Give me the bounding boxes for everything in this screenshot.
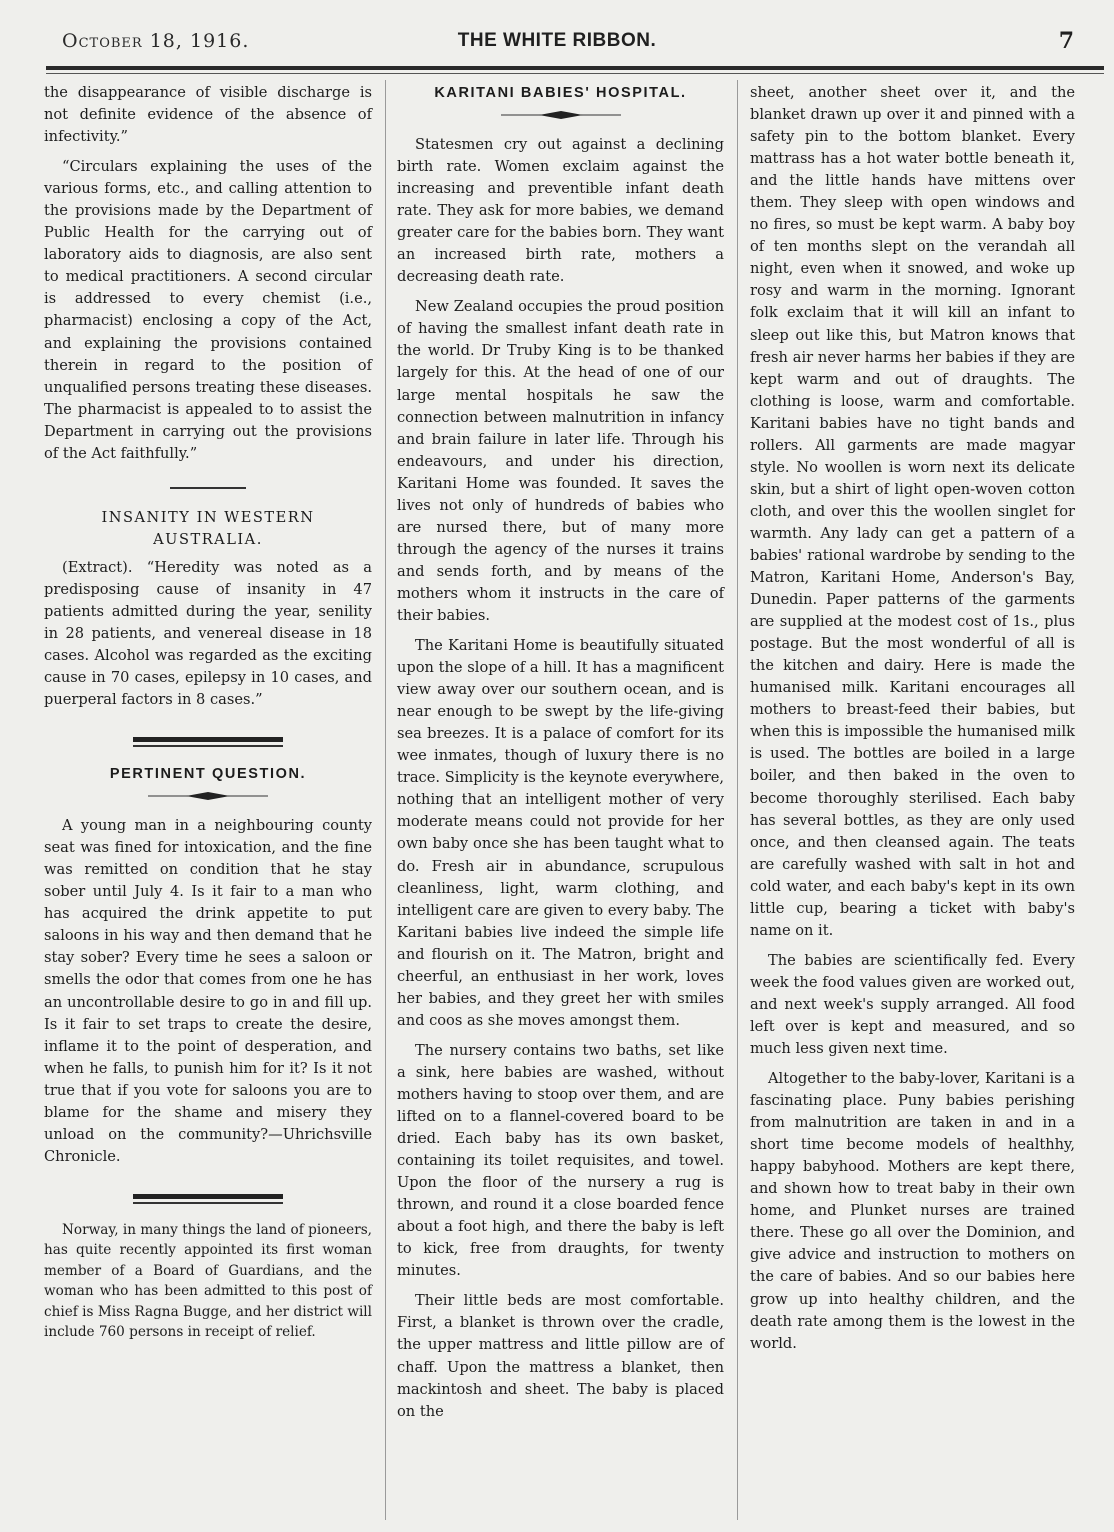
section-divider-thin [133,745,283,747]
column-2 [397,82,724,1431]
page-number: 7 [1058,28,1074,54]
paragraph: The nursery contains two baths, set like a sink, here babies are washed, without mothers having to stoop over them, and are lifted on to a flannel-covered board to be dried. Each baby has its own basket, containing its toilet requisites, and towel. Upon the floor of the nursery a rug is thrown, and round it a close boarded fence about a foot high, and there the baby is left to kick, free from draughts, for twenty minutes. [397,1041,724,1280]
column-3 [750,82,1075,1363]
ornament-rule [501,110,621,120]
paragraph: The babies are scientifically fed. Every week the food values given are worked out, and next week's supply arranged. All food left over is kept and measured, and so much less given next time. [750,951,1075,1058]
paragraph: Their little beds are most comfortable. First, a blanket is thrown over the cradle, the upper mattress and little pillow are of chaff. Upon the mattress a blanket, then mackintosh and sheet. The baby is placed on the [397,1292,724,1420]
newspaper-title: THE WHITE RIBBON. [457,30,657,51]
paragraph: Altogether to the baby-lover, Karitani is a fascinating place. Puny babies perishing from malnutrition are taken in and in a short time become models of healthhy, happy babyhood. Mothers are kept there, and shown how to treat baby in their own home, and Plunket nurses are trained there. These go all over the Dominion, and give advice and instruction to mothers on the care of babies. And so our babies here grow up into healthy children, and the death rate among them is the lowest in the world. [750,1070,1075,1352]
column-divider [737,80,738,1520]
header-rule [46,66,1104,70]
section-divider [170,487,246,489]
page-header [0,0,1114,80]
section-divider [133,737,283,742]
paragraph: the disappearance of visible discharge is not definite evidence of the absence of infectivity.” [44,84,372,146]
paragraph: A young man in a neighbouring county seat was fined for intoxication, and the fine was remitted on condition that he stay sober until July 4. Is it fair to a man who has acquired the drink appetite to put saloons in his way and then demand that he stay sober? Every time he sees a saloon or smells the odor that comes from one he has an uncontrollable desire to go in and fill up. Is it fair to set traps to create the desire, inflame it to the point of desperation, and when he falls, to punish him for it? Is it not true that if you vote for saloons you are to blame for the shame and misery they unload on the community?—Uhrichsville Chronicle. [44,817,372,1165]
paragraph: “Circulars explaining the uses of the various forms, etc., and calling attention to the provisions made by the Department of Public Health for the carrying out of laboratory aids to diagnosis, are also sent to medical practitioners. A second circular is addressed to every chemist (i.e., pharmacist) enclosing a copy of the Act, and explaining the provisions contained therein in regard to the position of unqualified persons treating these diseases. The pharmacist is appealed to to assist the Department in carrying out the provisions of the Act faithfully.” [44,158,372,462]
column-divider [385,80,386,1520]
article-title-karitani: KARITANI BABIES' HOSPITAL. [434,85,687,101]
paragraph: Norway, in many things the land of pioneers, has quite recently appointed its first woman member of a Board of Guardians, and the woman who has been admitted to this post of chief is Miss Ragna Bugge, and her district will include 760 persons in receipt of relief. [44,1221,372,1341]
paragraph: The Karitani Home is beautifully situated upon the slope of a hill. It has a magnificent view away over our southern ocean, and is near enough to be swept by the life-giving sea breezes. It is a palace of comfort for its wee inmates, though of luxury there is no trace. Simplicity is the keynote everywhere, nothing that an intelligent mother of very moderate means could not provide for her own baby once she has been taught what to do. Fresh air in abundance, scrupulous cleanliness, light, warm clothing, and intelligent care are given to every baby. The Karitani babies live indeed the simple life and flourish on it. The Matron, bright and cheerful, an enthusiast in her work, loves her babies, and they greet her with smiles and coos as she moves amongst them. [397,637,724,1029]
ornament-rule [148,791,268,801]
column-1 [44,82,372,1351]
paragraph: sheet, another sheet over it, and the blanket drawn up over it and pinned with a safety pin to the bottom blanket. Every mattrass has a hot water bottle beneath it, and the little hands have mittens over them. They sleep with open windows and no fires, so must be kept warm. A baby boy of ten months slept on the verandah all night, even when it snowed, and woke up rosy and warm in the morning. Ignorant folk exclaim that it will kill an infant to sleep out like this, but Matron knows that fresh air never harms her babies if they are kept warm and out of draughts. The clothing is loose, warm and comfortable. Karitani babies have no tight bands and rollers. All garments are made magyar style. No woollen is worn next its delicate skin, but a shirt of light open-woven cotton cloth, and over this the woollen singlet for warmth. Any lady can get a pattern of a babies' rational wardrobe by sending to the Matron, Karitani Home, Anderson's Bay, Dunedin. Paper patterns of the garments are supplied at the modest cost of 1s., plus postage. But the most wonderful of all is the kitchen and dairy. Here is made the humanised milk. Karitani encourages all mothers to breast-feed their babies, but when this is impossible the humanised milk is used. The bottles are boiled in a large boiler, and then baked in the oven to become thoroughly sterilised. Each baby has several bottles, as they are only used once, and then cleansed again. The teats are carefully washed with salt in hot and cold water, and each baby's kept in its own little cup, bearing a ticket with baby's name on it. [750,84,1075,939]
paragraph: (Extract). “Heredity was noted as a predisposing cause of insanity in 47 patients admitted during the year, senility in 28 patients, and venereal disease in 18 cases. Alcohol was regarded as the exciting cause in 70 cases, epilepsy in 10 cases, and puerperal factors in 8 cases.” [44,558,372,709]
paragraph: Statesmen cry out against a declining birth rate. Women exclaim against the increasing and preventible infant death rate. They ask for more babies, we demand greater care for the babies born. They want an increased birth rate, mothers a decreasing death rate. [397,136,724,286]
article-title-pertinent-question: PERTINENT QUESTION. [109,766,307,783]
paragraph: New Zealand occupies the proud position of having the smallest infant death rate in the world. Dr Truby King is to be thanked largely for this. At the head of one of our large mental hospitals he saw the connection between malnutrition in infancy and brain failure in later life. Through his endeavours, and under his direction, Karitani Home was founded. It saves the lives not only of hundreds of babies who are nursed there, but of many more through the agency of the nurses it trains and sends forth, and by means of the mothers whom it instructs in the care of their babies. [397,298,724,624]
issue-date: October 18, 1916. [62,30,250,52]
section-divider-thin [133,1202,283,1204]
section-divider [133,1194,283,1199]
article-title-insanity: INSANITY IN WESTERN AUSTRALIA. [101,508,315,548]
header-rule-thin [46,73,1104,74]
norway-notice [44,1220,372,1343]
